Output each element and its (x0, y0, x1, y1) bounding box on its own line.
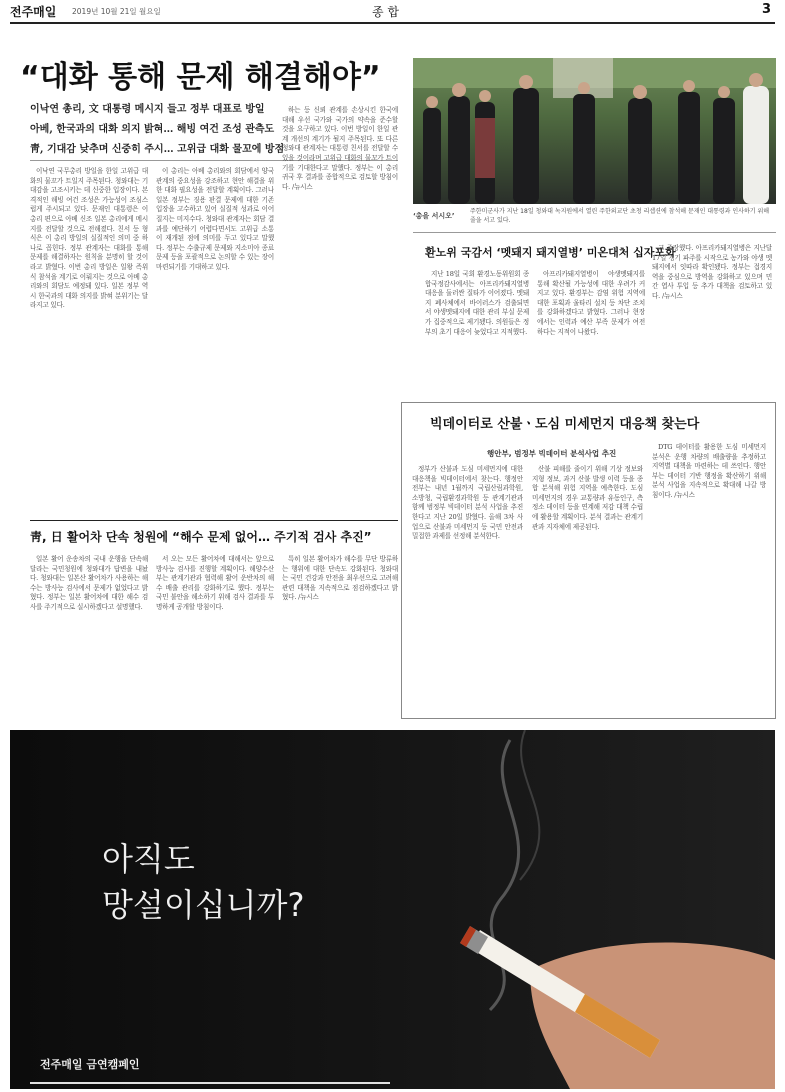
anti-smoking-ad (10, 730, 775, 1089)
bigdata-article-col-3: DTG 데이터를 활용한 도심 미세먼지 분석은 운행 차량의 배출량을 추정하고 지역별 대책을 마련하는 데 쓰인다. 행안부는 데이터 기반 행정을 확산하기 위해 분석 사업을 지속적으로 확대해 나갈 방침이다. /뉴시스 (652, 443, 766, 499)
ad-headline-line-1: 아직도 (102, 840, 195, 878)
main-subhead-3: 靑, 기대감 낮추며 신중히 주시… 고위급 대화 물꼬에 방점 (30, 144, 285, 155)
japan-article-col-3: 특히 일본 활어차가 해수를 무단 방류하는 행위에 대한 단속도 강화된다. 청와대는 국민 건강과 안전을 최우선으로 고려해 관련 대책을 지속적으로 점검하겠다고 밝혔다. /뉴시스 (282, 555, 398, 602)
bigdata-subhead: 행안부, 범정부 빅데이터 분석사업 추진 (487, 449, 617, 458)
header-rule (10, 22, 775, 24)
bigdata-headline: 빅데이터로 산불ㆍ도심 미세먼지 대응책 찾는다 (430, 417, 700, 432)
photo-figures (413, 58, 776, 204)
section-title: 종 합 (372, 5, 399, 19)
photo-caption-label: ‘총을 서시오’ (413, 212, 455, 220)
swine-article-col-3: 고 주장했다. 아프리카돼지열병은 지난달 17일 경기 파주를 시작으로 농가와 야생 멧돼지에서 잇따라 확인됐다. 정부는 접경지역을 중심으로 방역을 강화하고 있으며 민간 엽사 투입 등 추가 대책을 검토하고 있다. /뉴시스 (652, 244, 772, 300)
japan-article-col-2: 서 오는 모든 활어차에 대해서는 앞으로 방사능 검사를 진행할 계획이다. 해양수산부는 관계기관과 협력해 활어 운반차의 해수 배출 관리를 강화하기로 했다. 정부는 국민 불안을 해소하기 위해 검사 결과를 투명하게 공개할 방침이다. (156, 555, 274, 611)
japan-article-rule (30, 520, 398, 521)
bigdata-article-col-2: 산불 피해를 줄이기 위해 기상 정보와 지형 정보, 과거 산불 발생 이력 등을 종합 분석해 위험 지역을 예측한다. 도심 미세먼지의 경우 교통량과 유동인구, 측정소 데이터 등을 연계해 저감 대책 수립에 활용할 계획이다. 분석 결과는 관계기관과 지자체에 제공된다. (532, 465, 643, 531)
paper-name: 전주매일 (10, 5, 57, 19)
main-article-col-3: 하는 등 신뢰 관계를 손상시킨 한국에 대해 우선 국가와 국가의 약속을 준수할 것을 요구하고 있다. 이번 방일이 한일 관계 개선의 계기가 될지 주목된다. 또 다른 청와대 관계자는 대통령 친서를 전달할 수 있을 것이라며 고위급 대화의 물꼬가 트이기를 기대한다고 말했다. 정부는 이 총리 귀국 후 결과를 종합적으로 검토할 방침이다. /뉴시스 (282, 106, 398, 191)
japan-article-col-1: 일본 활어 운송차의 국내 운행을 단속해달라는 국민청원에 청와대가 답변을 내놨다. 청와대는 일본산 활어차가 사용하는 해수는 방사능 검사에서 문제가 없었다고 밝혔다. 정부는 일본 활어차에 대한 해수 검사를 주기적으로 실시하겠다고 설명했다. (30, 555, 148, 611)
bigdata-article-col-1: 정부가 산불과 도심 미세먼지에 대한 대응책을 빅데이터에서 찾는다. 행정안전부는 내년 1월까지 국립산림과학원, 소방청, 국립환경과학원 등 관계기관과 함께 범정부 빅데이터 분석 사업을 추진한다고 지난 20일 밝혔다. 올해 3차 사업으로 산불과 미세먼지 등 국민 안전과 밀접한 과제를 선정해 분석한다. (412, 465, 523, 541)
photo-caption-rule (413, 232, 776, 233)
main-headline: “대화 통해 문제 해결해야” (20, 60, 381, 95)
ad-campaign-name: 전주매일 금연캠페인 (40, 1058, 140, 1071)
page-number: 3 (762, 2, 772, 17)
main-subhead-1: 이낙연 총리, 文 대통령 메시지 들고 정부 대표로 방일 (30, 104, 265, 115)
swine-article-col-2: 아프리카돼지열병이 야생멧돼지를 통해 확산될 가능성에 대한 우려가 커지고 있다. 환경부는 감염 위험 지역에 대한 포획과 울타리 설치 등 차단 조치를 강화하겠다고 밝혔다. 그러나 현장에서는 인력과 예산 부족 문제가 여전하다는 지적이 나왔다. (537, 270, 645, 336)
photo-caption: 주한미군사가 지난 18일 청와대 녹지원에서 열린 주한외교단 초청 리셉션에 참석해 문재인 대통령과 인사하기 위해 줄을 서고 있다. (470, 208, 770, 224)
reception-photo (413, 58, 776, 204)
main-subhead-2: 아베, 한국과의 대화 의지 밝혀… 해빙 여건 조성 관측도 (30, 124, 275, 135)
swine-fever-headline: 환노위 국감서 ‘멧돼지 돼지열병’ 미온대처 십자포화 (425, 246, 676, 259)
ad-footer-rule (30, 1082, 390, 1084)
issue-date: 2019년 10월 21일 월요일 (72, 7, 161, 16)
ad-headline-line-2: 망설이십니까? (102, 886, 305, 924)
main-article-col-2: 이 총리는 아베 총리와의 회담에서 양국 관계의 중요성을 강조하고 현안 해결을 위한 대화 필요성을 전달할 계획이다. 그러나 일본 정부는 징용 판결 문제에 대한 기존 입장을 고수하고 있어 실질적 성과로 이어질지는 미지수다. 청와대 관계자는 회담 결과를 예단하기 어렵다면서도 고위급 소통이 재개된 점에 의미를 두고 있다고 말했다. 정부는 수출규제 문제와 지소미아 종료 문제 등을 포괄적으로 논의할 수 있는 장이 마련되기를 기대하고 있다. (156, 167, 274, 271)
swine-article-col-1: 지난 18일 국회 환경노동위원회 종합국정감사에서는 아프리카돼지열병 대응을 둘러싼 질타가 이어졌다. 멧돼지 폐사체에서 바이러스가 검출되면서 야생멧돼지에 대한 관리 부실 문제가 집중적으로 제기됐다. 의원들은 정부의 초기 대응이 늦었다고 지적했다. (425, 270, 529, 336)
japan-truck-headline: 靑, 日 활어차 단속 청원에 “해수 문제 없어… 주기적 검사 추진” (30, 530, 372, 544)
main-article-col-1: 이낙연 국무총리 방일을 한일 고위급 대화의 물꼬가 트일지 주목된다. 청와대는 기대감을 고조시키는 데 신중한 입장이다. 본격적인 해빙 여건 조성은 가능성이 조심스럽게 주시되고 있다. 문재인 대통령은 이 총리 편으로 아베 신조 일본 총리에게 메시지를 전달할 것으로 전해졌다. 친서 등 형식은 이 총리 방일의 실질적인 의미 중 하나로 꼽힌다. 정부 관계자는 대화를 통해 문제를 해결하자는 원칙을 분명히 할 것이라고 밝혔다. 이번 총리 방일은 일왕 즉위식 참석을 계기로 이뤄지는 것으로 아베 총리와의 회담도 예정돼 있다. 일본 정부 역시 한국과의 대화 의지를 밝혀 분위기는 달라지고 있다. (30, 167, 148, 310)
